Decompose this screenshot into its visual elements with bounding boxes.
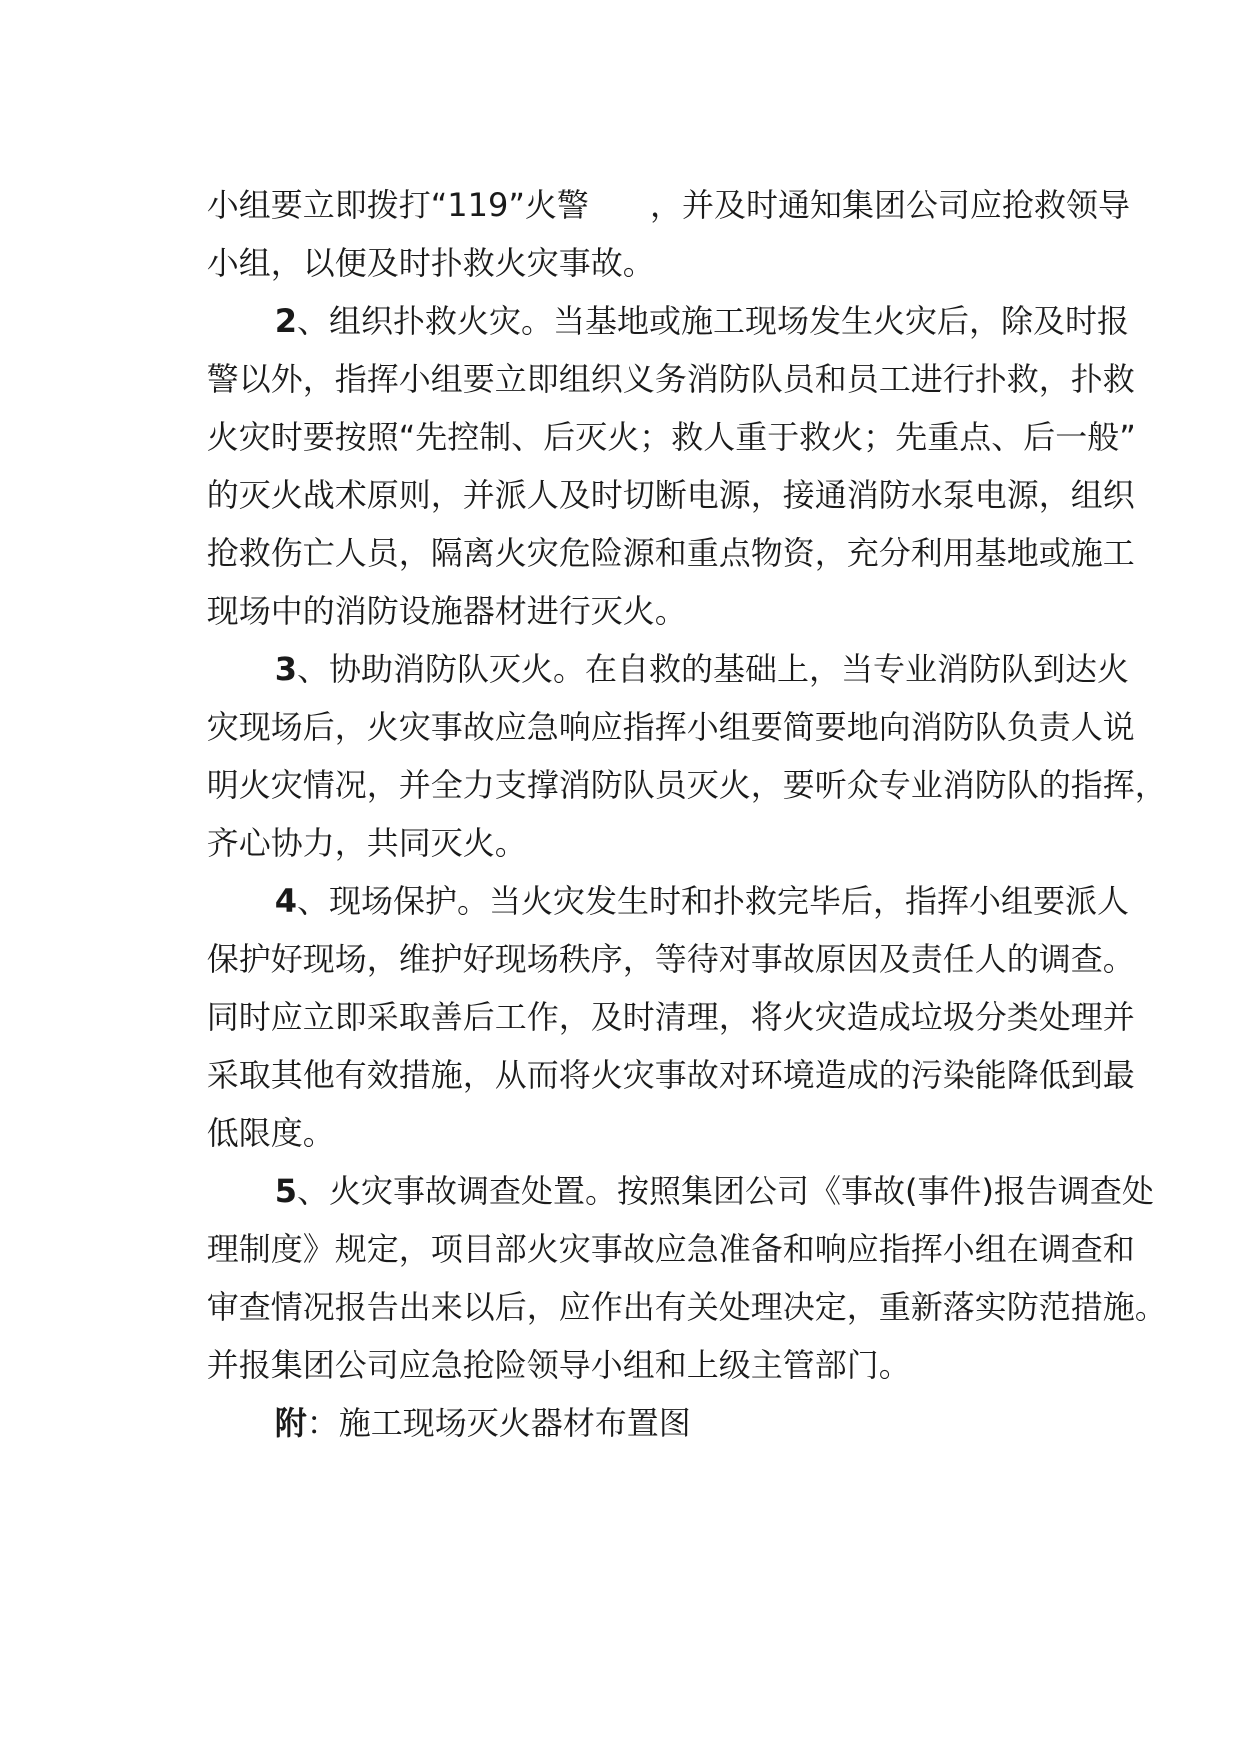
line-text: 小组，以便及时扑救火灾事故。 <box>206 244 655 282</box>
line-text: 明火灾情况，并全力支撑消防队员灭火，要听众专业消防队的指挥， <box>206 766 1167 804</box>
line-text: 同时应立即采取善后工作，及时清理，将火灾造成垃圾分类处理并 <box>206 998 1135 1036</box>
line-text: 采取其他有效措施，从而将火灾事故对环境造成的污染能降低到最 <box>206 1056 1135 1094</box>
appendix-text: ：施工现场灭火器材布置图 <box>306 1404 691 1442</box>
appendix-label: 附 <box>274 1404 307 1442</box>
line-text: 小组要立即拨打“119”火警 ，并及时通知集团公司应抢救领导 <box>206 186 1130 224</box>
line-text: 现场中的消防设施器材进行灭火。 <box>206 592 687 630</box>
line-text: 理制度》规定，项目部火灾事故应急准备和响应指挥小组在调查和 <box>206 1230 1135 1268</box>
line-text: 抢救伤亡人员，隔离火灾危险源和重点物资，充分利用基地或施工 <box>206 534 1135 572</box>
line-text: 齐心协力，共同灭火。 <box>206 824 527 862</box>
line-text: 保护好现场，维护好现场秩序，等待对事故原因及责任人的调查。 <box>206 940 1135 978</box>
line-text: 、协助消防队灭火。在自救的基础上，当专业消防队到达火 <box>296 650 1129 688</box>
section-number: 3 <box>274 650 297 688</box>
line-text: 、组织扑救火灾。当基地或施工现场发生火灾后，除及时报 <box>296 302 1129 340</box>
line-text: 灾现场后，火灾事故应急响应指挥小组要简要地向消防队负责人说 <box>206 708 1135 746</box>
line-text: 并报集团公司应急抢险领导小组和上级主管部门。 <box>206 1346 911 1384</box>
line-text: 审查情况报告出来以后，应作出有关处理决定，重新落实防范措施。 <box>206 1288 1167 1326</box>
section-number: 5 <box>274 1172 297 1210</box>
line-text: 警以外，指挥小组要立即组织义务消防队员和员工进行扑救，扑救 <box>206 360 1135 398</box>
line-text: 、火灾事故调查处置。按照集团公司《事故(事件)报告调查处 <box>296 1172 1154 1210</box>
line-text: 火灾时要按照“先控制、后灭火；救人重于救火；先重点、后一般” <box>206 418 1136 456</box>
line-text: 的灭火战术原则，并派人及时切断电源，接通消防水泵电源，组织 <box>206 476 1135 514</box>
line-text: 、现场保护。当火灾发生时和扑救完毕后，指挥小组要派人 <box>296 882 1129 920</box>
appendix-line <box>234 1363 691 1483</box>
section-number: 2 <box>274 302 297 340</box>
line-text: 低限度。 <box>206 1114 335 1152</box>
section-number: 4 <box>274 882 297 920</box>
